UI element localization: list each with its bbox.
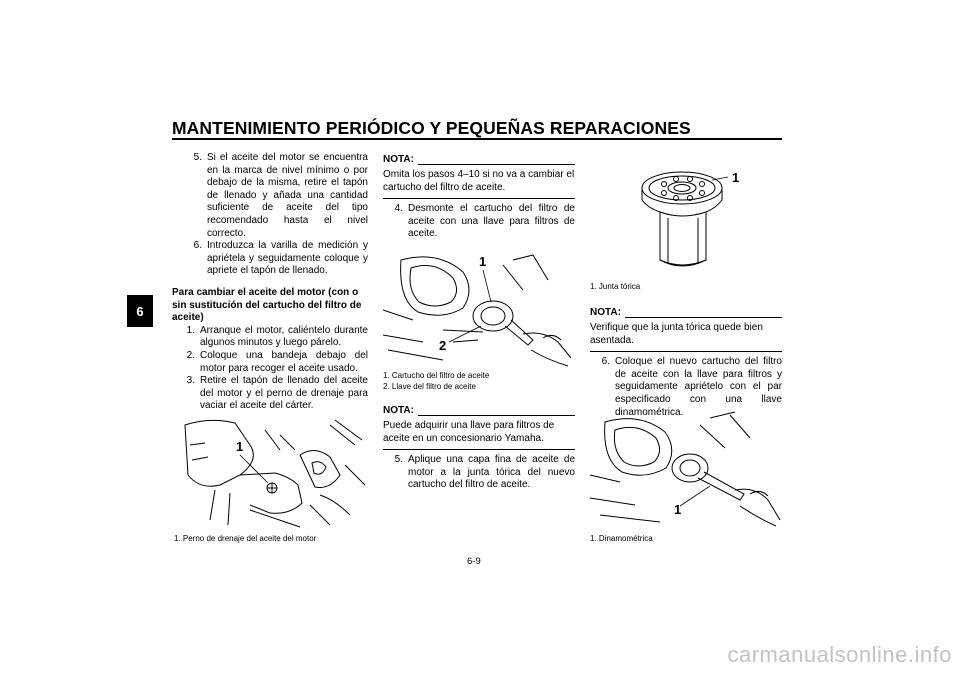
- step-4: 4. Desmonte el cartucho del filtro de aceite con una llave para filtros de aceite.: [394, 203, 575, 240]
- drain-bolt-callout: 1: [236, 439, 244, 454]
- page-title: MANTENIMIENTO PERIÓDICO Y PEQUEÑAS REPARACIONES: [172, 118, 691, 138]
- figure-caption: [383, 370, 489, 392]
- section-tab: 6: [127, 295, 153, 327]
- nota-box: [383, 405, 575, 450]
- column-3: [590, 307, 782, 419]
- nota-text: Puede adquirir una llave para filtros de aceite en un concesionario Yamaha.: [383, 420, 555, 444]
- torque-wrench-callout: 1: [674, 502, 682, 517]
- filter-wrench-callout: 2: [439, 338, 447, 353]
- step-5: 5. Aplique una capa fina de aceite de motor a la junta tórica del nuevo cartucho del filtro de aceite.: [394, 454, 575, 491]
- nota-text: Omita los pasos 4–10 si no va a cambiar el cartucho del filtro de aceite.: [383, 169, 575, 193]
- step-6: 6. Introduzca la varilla de medición y apriétela y seguidamente coloque y apriete el tapón de llenado.: [193, 240, 368, 277]
- step-5: 5. Si el aceite del motor se encuentra en la marca de nivel mínimo o por debajo de la misma, retire el tapón de llenado y añada una cantidad suficiente de aceite del tipo recomendado hasta el nivel correcto.: [193, 152, 368, 239]
- column-2-lower: [383, 405, 575, 492]
- step-6: 6. Coloque el nuevo cartucho del filtro de aceite con la llave para filtros y seguidamente apriételo con el par especificado con una llave dinamométrica.: [601, 356, 782, 418]
- watermark: carmanualsonline.info: [727, 642, 952, 667]
- column-1: [172, 152, 368, 413]
- caption-item: 2. Llave del filtro de aceite: [383, 382, 476, 391]
- page-number: 6-9: [467, 556, 481, 567]
- nota-label: NOTA:: [383, 405, 414, 417]
- step-2: 2. Coloque una bandeja debajo del motor para recoger el aceite usado.: [186, 349, 368, 374]
- step-1: 1. Arranque el motor, caliéntelo durante algunos minutos y luego párelo.: [186, 324, 368, 349]
- o-ring-callout: 1: [732, 170, 740, 185]
- caption-item: 1. Cartucho del filtro de aceite: [383, 371, 490, 380]
- figure-caption: 1. Dinamométrica: [590, 534, 653, 543]
- torque-wrench-illustration: [590, 410, 782, 528]
- drain-bolt-illustration: [180, 415, 368, 530]
- filter-cartridge-callout: 1: [479, 254, 487, 269]
- figure-caption: 1. Perno de drenaje del aceite del motor: [174, 534, 317, 543]
- nota-box: [590, 307, 782, 352]
- nota-label: NOTA:: [383, 154, 414, 166]
- nota-label: NOTA:: [590, 307, 621, 319]
- oil-filter-wrench-illustration: [383, 250, 575, 368]
- header-rule: [172, 138, 782, 140]
- section-subheading: Para cambiar el aceite del motor (con o sin sustitución del cartucho del filtro de aceite): [172, 286, 362, 324]
- column-2: [383, 154, 575, 241]
- nota-text: Verifique que la junta tórica quede bien asentada.: [590, 322, 763, 346]
- o-ring-filter-illustration: [630, 160, 750, 278]
- nota-box: [383, 154, 575, 199]
- step-3: 3. Retire el tapón de llenado del aceite del motor y el perno de drenaje para vaciar el aceite del cárter.: [186, 375, 368, 412]
- figure-caption: 1. Junta tórica: [590, 282, 641, 291]
